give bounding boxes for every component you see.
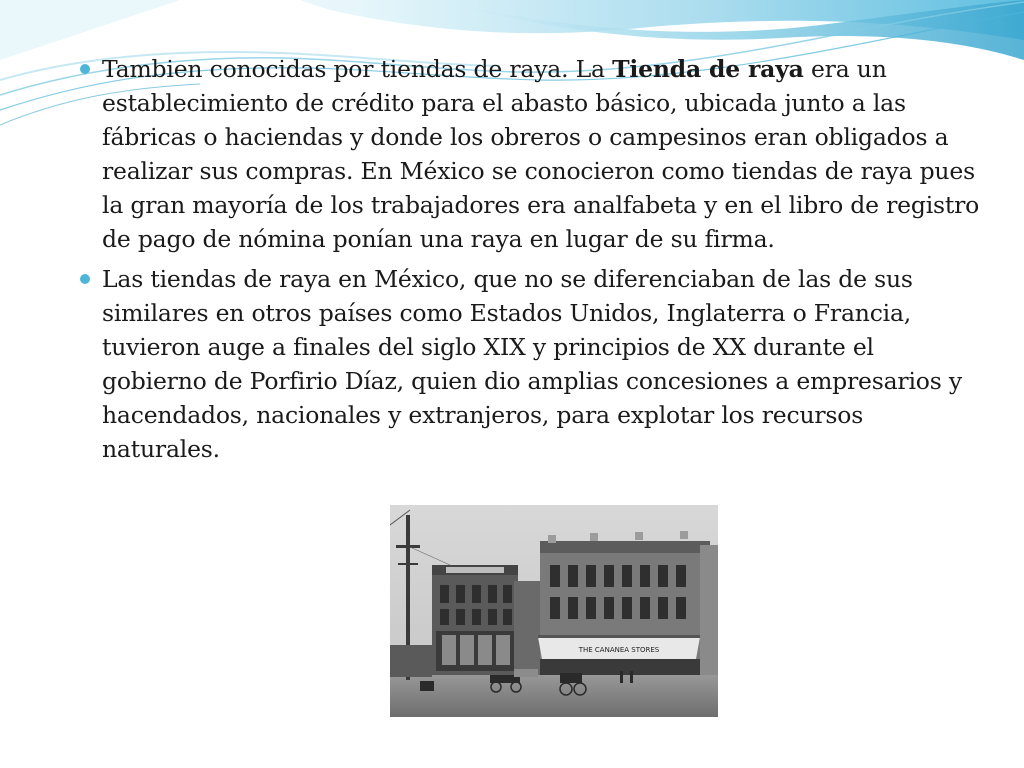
bullet-text-before: Tambien conocidas por tiendas de raya. La xyxy=(102,55,613,83)
bullet-item xyxy=(70,52,980,256)
bullet-dot-icon xyxy=(80,274,90,284)
bullet-text-after: era un establecimiento de crédito para el abasto básico, ubicada junto a las fábricas o haciendas y donde los obreros o campesinos eran obligados a realizar sus compras. En México se conocieron como tiendas de raya pues la gran mayoría de los trabajadores era analfabeta y en el libro de registro de pago de nómina ponían una raya en lugar de su firma. xyxy=(102,55,980,253)
bullet-dot-icon xyxy=(80,64,90,74)
bullet-list xyxy=(70,52,980,472)
bullet-text-bold: Tienda de raya xyxy=(612,55,804,83)
store-sign-text: THE CANANEA STORES xyxy=(578,646,660,654)
cananea-stores-photo xyxy=(390,505,718,717)
bullet-item xyxy=(70,262,980,466)
bullet-text: Las tiendas de raya en México, que no se diferenciaban de las de sus similares en otros países como Estados Unidos, Inglaterra o Francia, tuvieron auge a finales del siglo XIX y principios de XX durante el gobierno de Porfirio Díaz, quien dio amplias concesiones a empresarios y hacendados, nacionales y extranjeros, para explotar los recursos naturales. xyxy=(102,265,962,463)
